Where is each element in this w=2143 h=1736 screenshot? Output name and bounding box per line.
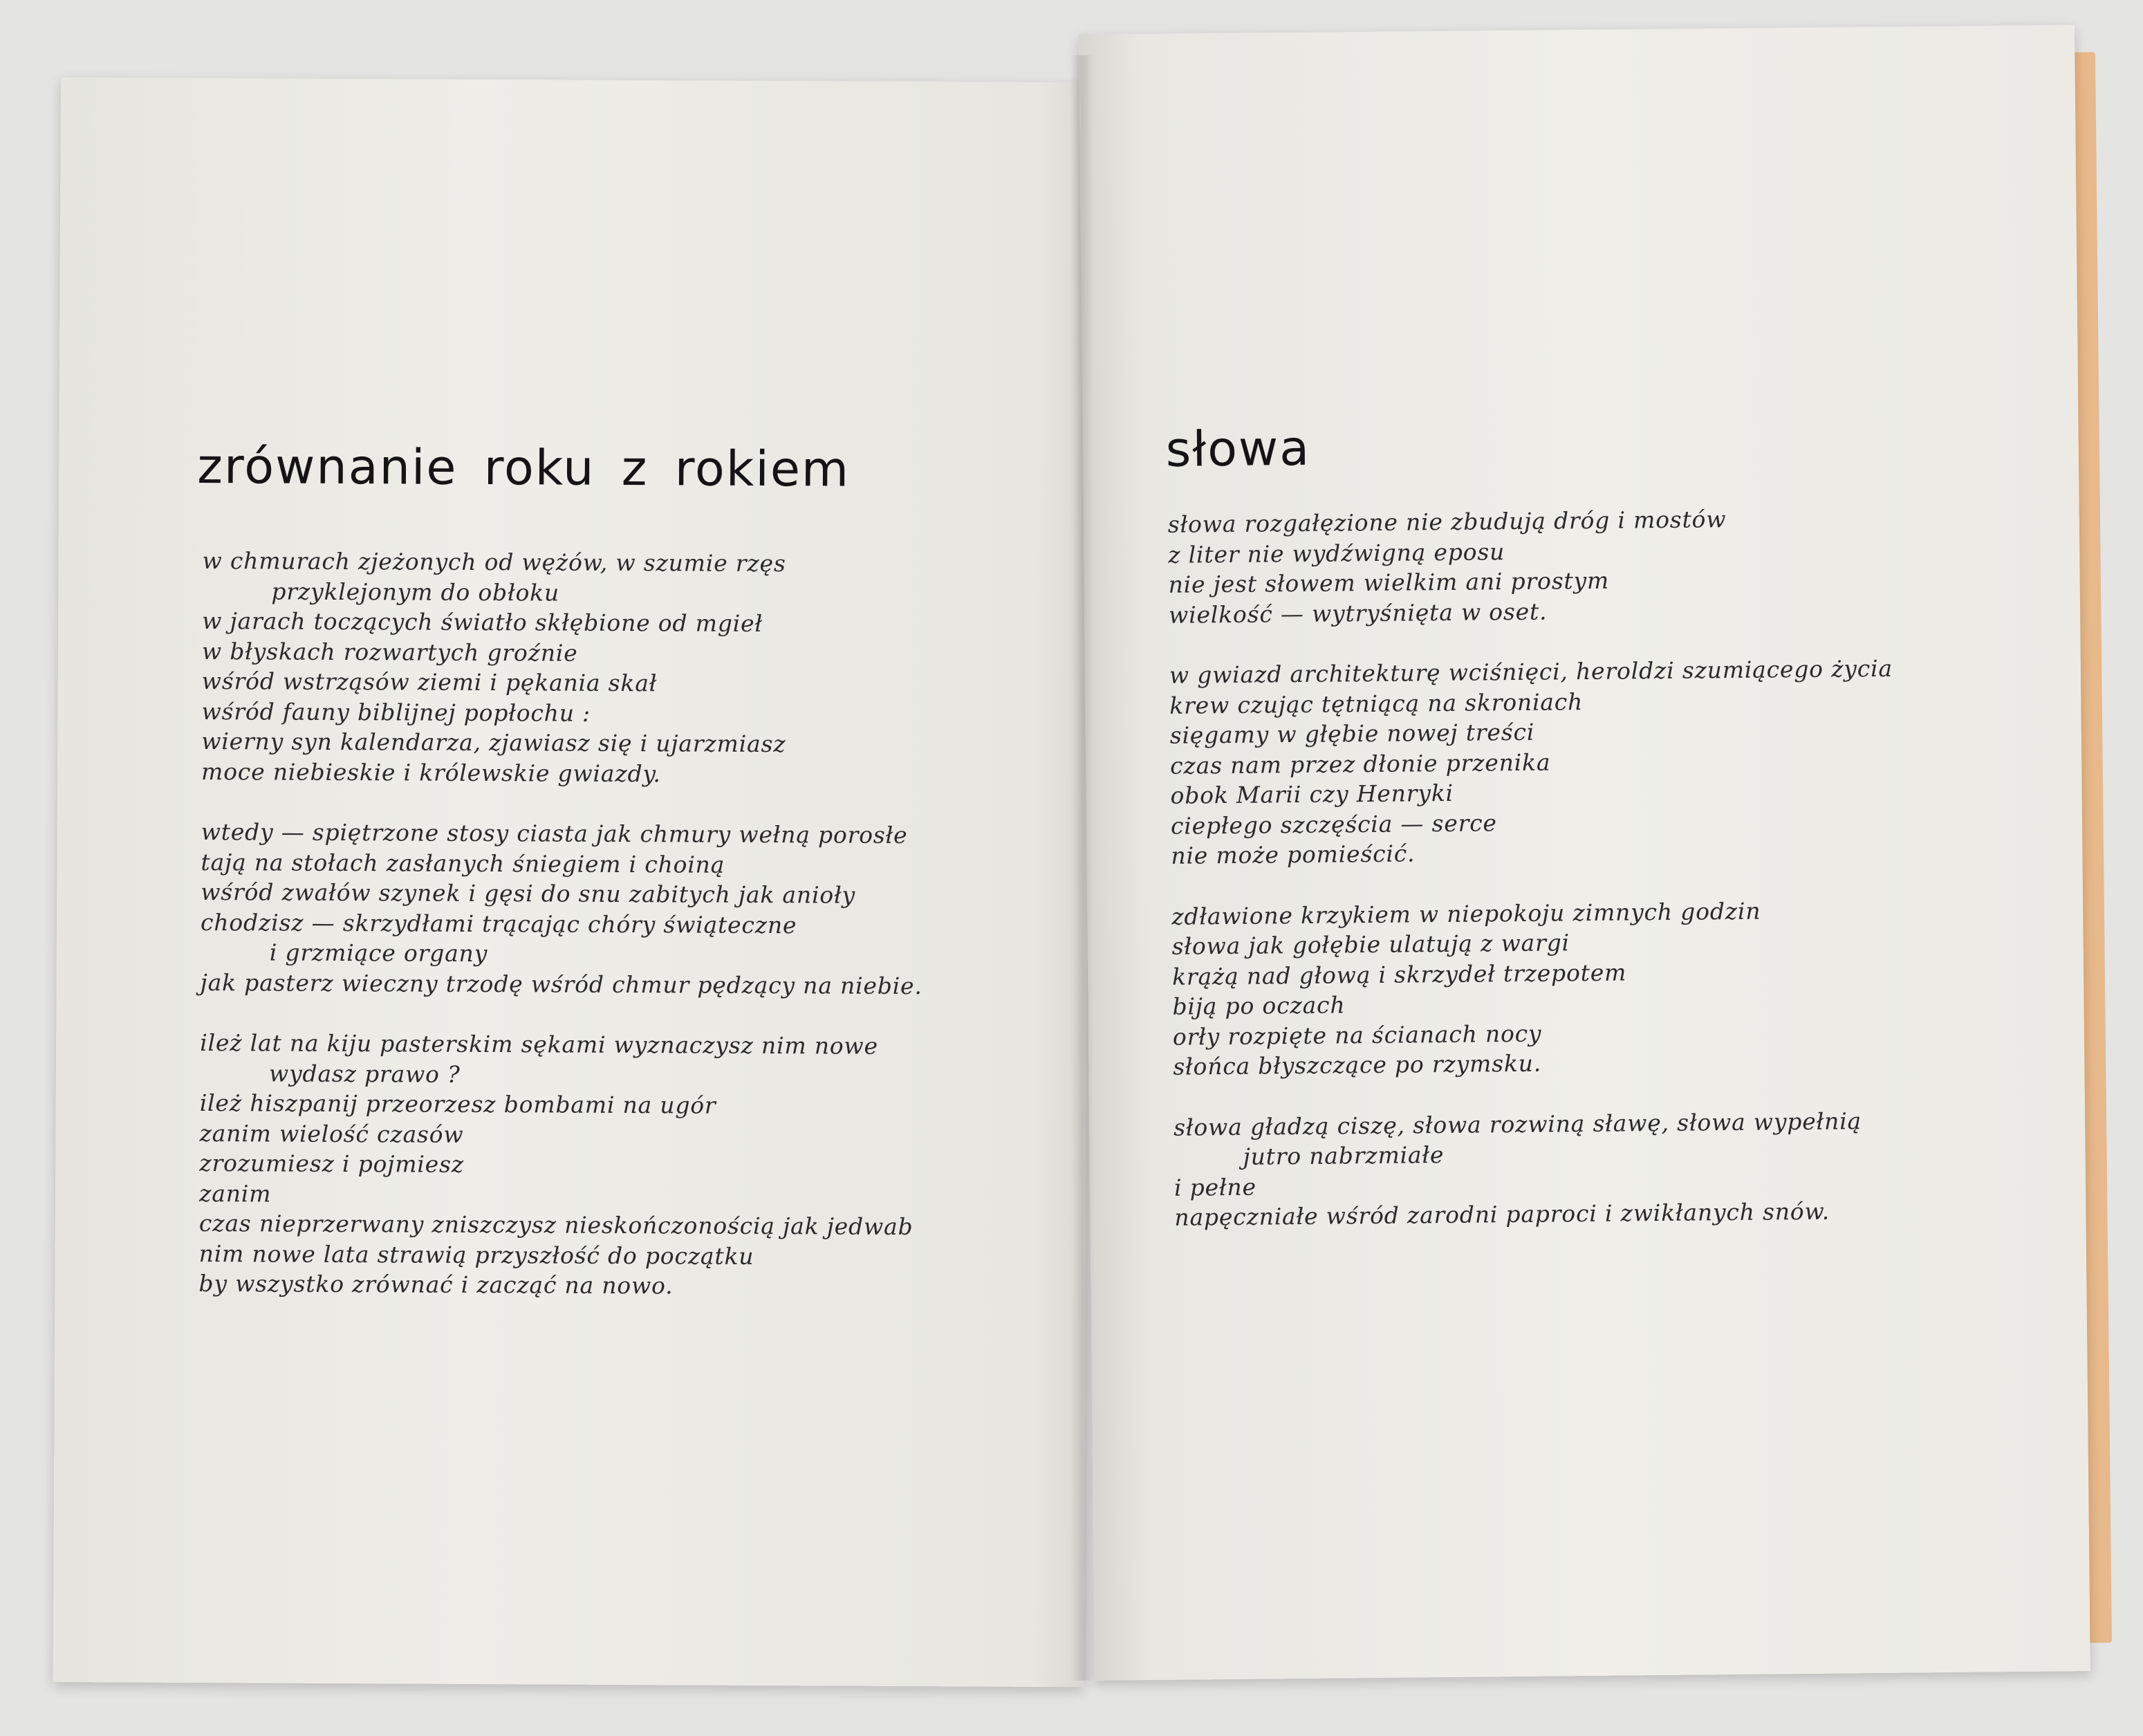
poem-body-right [1168, 501, 2046, 1264]
verse-line: wśród zwałów szynek i gęsi do snu zabitych jak anioły [201, 878, 856, 909]
verse-line: z liter nie wydźwigną eposu [1168, 537, 1505, 569]
verse-line: nie może pomieścić. [1171, 840, 1416, 869]
verse-line: i pełne [1173, 1173, 1256, 1201]
stanza [198, 1028, 1057, 1303]
verse-line: moce niebieskie i królewskie gwiazdy. [201, 757, 661, 787]
verse-line: w chmurach zjeżonych od wężów, w szumie rzęs [202, 547, 786, 578]
verse-line: krążą nad głową i skrzydeł trzepotem [1171, 958, 1627, 990]
verse-line: przyklejonym do obłoku [271, 577, 560, 607]
verse-line: ileż lat na kiju pasterskim sękami wyznaczysz nim nowe [200, 1029, 878, 1060]
verse-line: biją po oczach [1172, 991, 1346, 1020]
verse-line: słońca błyszczące po rzymsku. [1173, 1049, 1542, 1080]
book-gutter-shadow [1070, 55, 1094, 1681]
verse-line: słowa rozgałęzione nie zbudują dróg i mostów [1167, 506, 1727, 538]
verse-line: chodzisz — skrzydłami trącając chóry świąteczne [200, 908, 797, 939]
verse-line: orły rozpięte na ścianach nocy [1172, 1019, 1542, 1051]
stanza [201, 817, 1059, 1001]
left-page [53, 77, 1091, 1687]
verse-line: zdławione krzykiem w niepokoju zimnych godzin [1171, 897, 1761, 930]
stanza [1168, 501, 2041, 630]
poem-title-left: zrównanie roku z rokiem [197, 437, 851, 498]
poem-body-left [198, 546, 1060, 1333]
verse-line: wierny syn kalendarza, zjawiasz się i ujarzmiasz [201, 728, 786, 758]
verse-line: sięgamy w głębie nowej treści [1169, 718, 1535, 749]
verse-line: jak pasterz wieczny trzodę wśród chmur pędzący na niebie. [200, 968, 922, 999]
verse-line: wśród fauny biblijnej popłochu : [201, 697, 591, 727]
verse-line: w gwiazd architekturę wciśnięci, heroldzi szumiącego życia [1169, 654, 1893, 689]
verse-line: czas nam przez dłonie przenika [1169, 748, 1551, 779]
stanza [1169, 652, 2043, 871]
verse-line: nim nowe lata strawią przyszłość do początku [198, 1239, 754, 1270]
verse-line: w błyskach rozwartych groźnie [201, 637, 578, 667]
verse-line: słowa gładzą ciszę, słowa rozwiną sławę, słowa wypełnią [1173, 1107, 1862, 1141]
stanza [201, 546, 1060, 791]
verse-line: krew czując tętniącą na skroniach [1169, 687, 1584, 719]
verse-line: ciepłego szczęścia — serce [1170, 809, 1497, 840]
verse-line: wydasz prawo ? [268, 1059, 461, 1088]
verse-line: zrozumiesz i pojmiesz [199, 1149, 465, 1178]
stanza [1173, 1104, 2046, 1232]
verse-line: tają na stołach zasłanych śniegiem i choiną [201, 848, 725, 878]
verse-line: słowa jak gołębie ulatują z wargi [1171, 929, 1570, 960]
verse-line: wtedy — spiętrzone stosy ciasta jak chmury wełną porosłe [201, 818, 908, 849]
verse-line: jutro nabrzmiałe [1243, 1141, 1445, 1170]
verse-line: w jarach toczących światło skłębione od mgieł [202, 607, 763, 637]
verse-line: napęczniałe wśród zarodni paproci i zwikłanych snów. [1174, 1197, 1830, 1231]
verse-line: wśród wstrząsów ziemi i pękania skał [201, 667, 658, 697]
stanza [1171, 893, 2044, 1082]
verse-line: by wszystko zrównać i zacząć na nowo. [198, 1269, 674, 1300]
verse-line: zanim [199, 1179, 272, 1208]
poem-title-right: słowa [1165, 419, 1311, 478]
verse-line: zanim wielość czasów [199, 1119, 464, 1148]
verse-line: nie jest słowem wielkim ani prostym [1168, 566, 1610, 598]
verse-line: i grzmiące organy [269, 939, 488, 968]
verse-line: obok Marii czy Henryki [1170, 779, 1454, 809]
right-page [1079, 25, 2090, 1681]
verse-line: wielkość — wytryśnięta w oset. [1168, 598, 1548, 629]
verse-line: czas nieprzerwany zniszczysz nieskończonością jak jedwab [198, 1209, 913, 1241]
verse-line: ileż hiszpanij przeorzesz bombami na ugór [199, 1089, 716, 1119]
